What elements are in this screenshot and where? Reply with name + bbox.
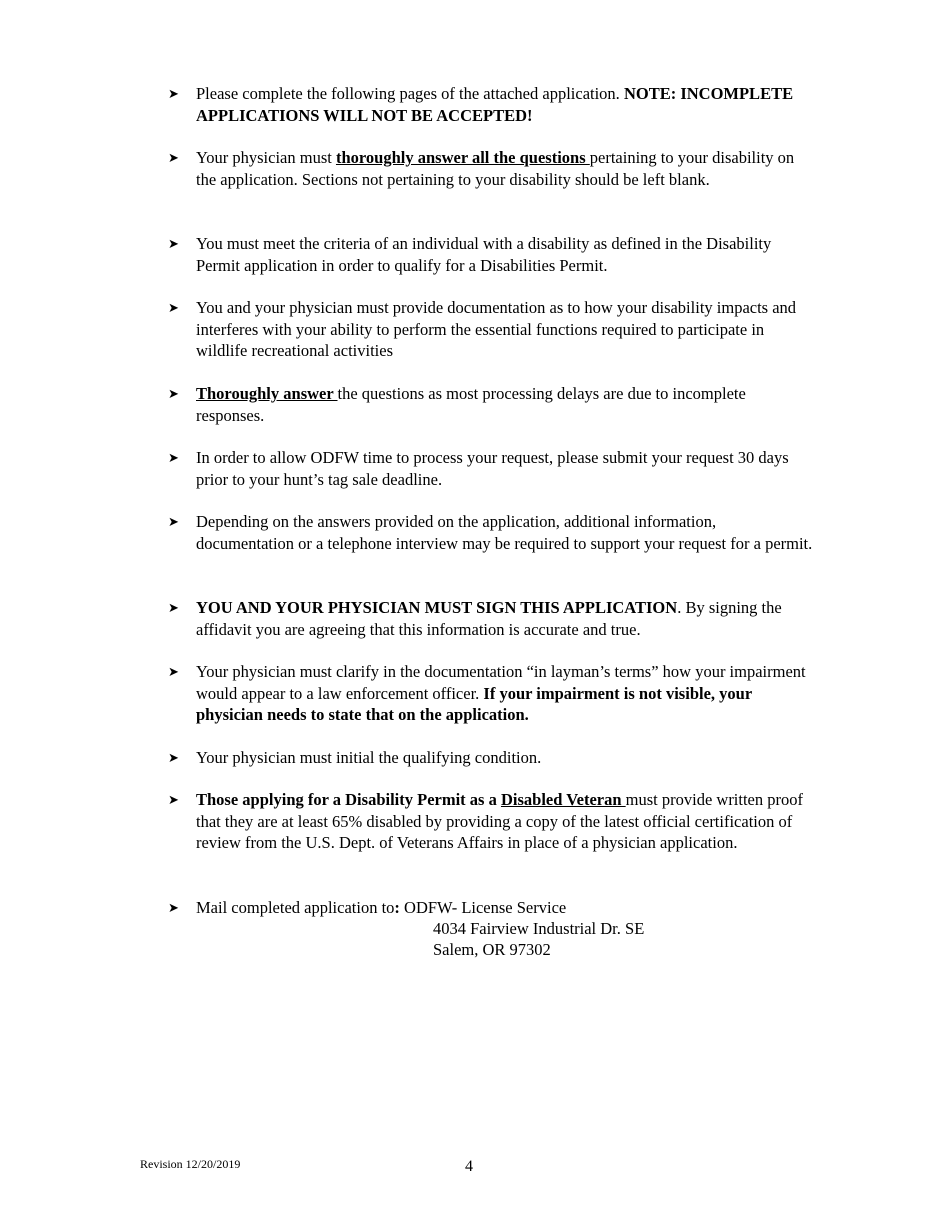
arrow-bullet-icon: ➤ bbox=[168, 236, 179, 251]
item-text: Mail completed application to bbox=[196, 898, 395, 917]
address-line-1: ODFW- License Service bbox=[399, 898, 567, 917]
list-item bbox=[168, 747, 818, 769]
arrow-bullet-icon: ➤ bbox=[168, 792, 179, 807]
list-item bbox=[168, 447, 818, 490]
arrow-bullet-icon: ➤ bbox=[168, 900, 179, 915]
item-text: Your physician must clarify in the documentation “in layman’s terms” how your impairment would appear to a law enforcement officer. bbox=[196, 662, 806, 703]
arrow-bullet-icon: ➤ bbox=[168, 750, 179, 765]
item-bold-text: YOU AND YOUR PHYSICIAN MUST SIGN THIS APPLICATION bbox=[196, 598, 678, 617]
item-bold-underlined-text: Disabled Veteran bbox=[500, 790, 626, 809]
address-line-3: Salem, OR 97302 bbox=[433, 940, 551, 959]
item-text: Depending on the answers provided on the application, additional information, documentation or a telephone interview may be required to support your request for a permit. bbox=[196, 512, 813, 553]
arrow-bullet-icon: ➤ bbox=[168, 86, 179, 101]
arrow-bullet-icon: ➤ bbox=[168, 450, 179, 465]
item-text: . By signing the affidavit you are agreeing that this information is accurate and true. bbox=[196, 598, 782, 639]
revision-date: Revision 12/20/2019 bbox=[140, 1157, 241, 1171]
list-item bbox=[168, 511, 818, 554]
arrow-bullet-icon: ➤ bbox=[168, 600, 179, 615]
item-text: In order to allow ODFW time to process your request, please submit your request 30 days prior to your hunt’s tag sale deadline. bbox=[196, 448, 789, 489]
arrow-bullet-icon: ➤ bbox=[168, 514, 179, 529]
list-item bbox=[168, 789, 818, 854]
arrow-bullet-icon: ➤ bbox=[168, 150, 179, 165]
list-item bbox=[168, 233, 818, 276]
list-item-mailing bbox=[168, 897, 818, 919]
address-line-2: 4034 Fairview Industrial Dr. SE bbox=[433, 919, 645, 938]
list-item bbox=[168, 597, 818, 640]
item-text: Your physician must initial the qualifying condition. bbox=[196, 748, 542, 767]
item-text: You must meet the criteria of an individual with a disability as defined in the Disability Permit application in order to qualify for a Disabilities Permit. bbox=[196, 234, 772, 275]
page-number: 4 bbox=[465, 1158, 473, 1175]
item-text: the questions as most processing delays are due to incomplete responses. bbox=[196, 384, 746, 425]
item-text: pertaining to your disability on the application. Sections not pertaining to your disability should be left blank. bbox=[196, 148, 795, 189]
list-item bbox=[168, 383, 818, 426]
item-bold-text: Those applying for a Disability Permit as a bbox=[196, 790, 501, 809]
item-text: Please complete the following pages of the attached application. bbox=[196, 84, 624, 103]
item-text: Your physician must bbox=[196, 148, 336, 167]
arrow-bullet-icon: ➤ bbox=[168, 386, 179, 401]
item-bold-underlined-text: thoroughly answer all the questions bbox=[335, 148, 590, 167]
arrow-bullet-icon: ➤ bbox=[168, 300, 179, 315]
item-bold-text: NOTE: INCOMPLETE APPLICATIONS WILL NOT BE ACCEPTED! bbox=[196, 84, 794, 125]
item-text: You and your physician must provide documentation as to how your disability impacts and interferes with your ability to perform the essential functions required to participate in wildlife recreational activities bbox=[196, 298, 797, 360]
list-item bbox=[168, 297, 818, 362]
list-item bbox=[168, 83, 818, 126]
list-item bbox=[168, 147, 818, 190]
item-text: must provide written proof that they are at least 65% disabled by providing a copy of the latest official certification of review from the U.S. Dept. of Veterans Affairs in place of a physician application. bbox=[196, 790, 803, 852]
arrow-bullet-icon: ➤ bbox=[168, 664, 179, 679]
item-bold-text: : bbox=[394, 898, 400, 917]
list-item bbox=[168, 661, 818, 726]
item-bold-text: If your impairment is not visible, your physician needs to state that on the application. bbox=[196, 683, 752, 724]
item-bold-underlined-text: Thoroughly answer bbox=[196, 384, 338, 403]
